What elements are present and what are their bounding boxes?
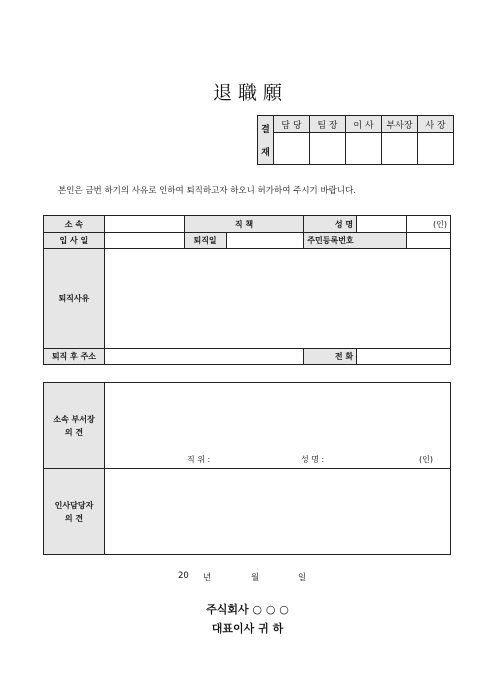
opinion-table	[43, 382, 451, 555]
hire-date-label: 입 사 일	[44, 233, 105, 249]
approval-sign-team-lead[interactable]	[310, 133, 346, 165]
approval-header-president: 사 장	[418, 116, 454, 133]
dept-head-name-sig: 성 명 :	[301, 455, 325, 464]
name-field[interactable]	[357, 216, 407, 233]
approval-sign-director[interactable]	[346, 133, 382, 165]
address-label: 퇴직 후 주소	[44, 349, 105, 365]
dept-head-opinion-field[interactable]	[105, 383, 451, 469]
date-year-prefix: 20	[178, 571, 189, 581]
resign-date-label: 퇴직일	[184, 233, 226, 249]
intro-text: 본인은 금번 하기의 사유로 인하여 퇴직하고자 하오니 허가하여 주시기 바랍니다.	[58, 186, 356, 196]
date-year: 년	[203, 573, 212, 583]
approval-sign-staff[interactable]	[274, 133, 310, 165]
info-table	[43, 215, 451, 365]
dept-head-label-line1: 소속 부서장	[53, 414, 95, 424]
name-seal: (인)	[407, 216, 451, 233]
date-month: 월	[251, 573, 260, 583]
approval-side-top: 결	[261, 125, 270, 135]
resident-id-field[interactable]	[407, 233, 451, 249]
document-title: 退 職 願	[212, 82, 283, 104]
name-label: 성 명	[304, 216, 357, 233]
address-field[interactable]	[104, 349, 303, 365]
dept-head-opinion-label	[44, 383, 105, 469]
approval-side-label	[258, 116, 274, 165]
reason-label: 퇴직사유	[44, 249, 105, 349]
approval-header-team-lead: 팀 장	[310, 116, 346, 133]
dept-head-seal: (인)	[419, 455, 433, 464]
phone-label: 전 화	[304, 349, 357, 365]
dept-head-position-sig: 직 위 :	[187, 455, 211, 464]
hr-label-line1: 인사담당자	[54, 500, 94, 510]
approval-sign-president[interactable]	[418, 133, 454, 165]
approval-header-staff: 담 당	[274, 116, 310, 133]
phone-field[interactable]	[357, 349, 451, 365]
addressee: 대표이사 귀 하	[211, 622, 284, 635]
hire-date-field[interactable]	[104, 233, 184, 249]
approval-side-bottom: 재	[261, 148, 270, 158]
hr-label-line2: 의 견	[64, 513, 84, 523]
resign-date-field[interactable]	[226, 233, 304, 249]
department-field[interactable]	[104, 216, 184, 233]
company-name: 주식회사 ○ ○ ○	[206, 603, 289, 616]
approval-header-director: 이 사	[346, 116, 382, 133]
hr-opinion-field[interactable]	[105, 469, 451, 555]
resident-id-label: 주민등록번호	[304, 233, 407, 249]
position-label: 직 책	[184, 216, 304, 233]
date-day: 일	[298, 573, 307, 583]
dept-head-label-line2: 의 견	[64, 427, 84, 437]
reason-field[interactable]	[104, 249, 450, 349]
department-label: 소 속	[44, 216, 105, 233]
approval-sign-vp[interactable]	[382, 133, 418, 165]
approval-header-vp: 부사장	[382, 116, 418, 133]
approval-table	[257, 115, 454, 165]
hr-opinion-label	[44, 469, 105, 555]
